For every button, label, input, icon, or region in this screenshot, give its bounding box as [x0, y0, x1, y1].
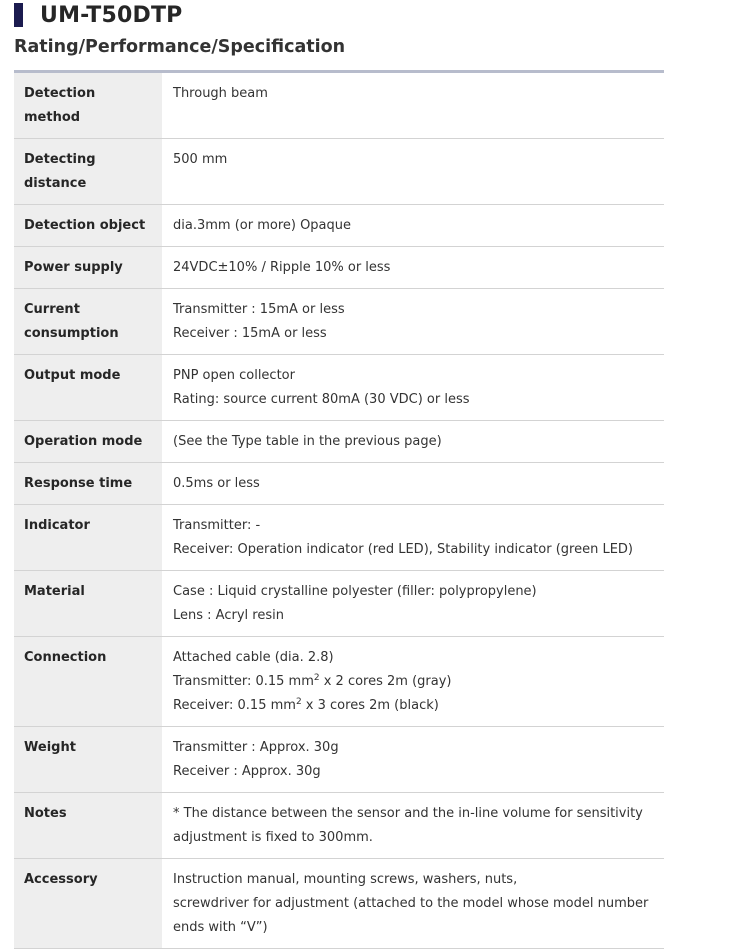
spec-value-line: screwdriver for adjustment (attached to the model whose model number ends with “V”)	[173, 896, 649, 935]
spec-value-line: Transmitter : 15mA or less	[173, 302, 345, 317]
spec-value-line: Instruction manual, mounting screws, washers, nuts,	[173, 872, 518, 887]
table-row	[14, 139, 664, 205]
spec-table	[14, 70, 664, 949]
spec-value-line: (See the Type table in the previous page)	[173, 434, 442, 449]
table-row	[14, 289, 664, 355]
spec-value-text: x 2 cores 2m (gray)	[319, 674, 452, 689]
spec-value	[162, 72, 664, 139]
spec-value	[162, 463, 664, 505]
spec-value-text: Transmitter: 0.15 mm	[173, 674, 314, 689]
spec-label: Material	[14, 571, 162, 637]
page-title: UM-T50DTP	[40, 2, 183, 28]
spec-label: Current consumption	[14, 289, 162, 355]
spec-value	[162, 637, 664, 727]
spec-label: Detecting distance	[14, 139, 162, 205]
spec-value	[162, 139, 664, 205]
spec-value	[162, 421, 664, 463]
spec-label: Operation mode	[14, 421, 162, 463]
spec-value	[162, 355, 664, 421]
spec-value	[162, 571, 664, 637]
spec-label: Detection method	[14, 72, 162, 139]
spec-value	[162, 727, 664, 793]
spec-value	[162, 205, 664, 247]
spec-value-line: Receiver : 15mA or less	[173, 326, 327, 341]
title-accent-bar	[14, 3, 23, 27]
spec-value-line: dia.3mm (or more) Opaque	[173, 218, 352, 233]
spec-value-line	[173, 670, 654, 694]
spec-label: Indicator	[14, 505, 162, 571]
spec-value-line: 24VDC±10% / Ripple 10% or less	[173, 260, 391, 275]
spec-value	[162, 793, 664, 859]
table-row	[14, 859, 664, 949]
spec-value-line: Through beam	[173, 86, 268, 101]
spec-value-line: Case : Liquid crystalline polyester (filler: polypropylene)	[173, 584, 537, 599]
spec-label: Output mode	[14, 355, 162, 421]
spec-label: Notes	[14, 793, 162, 859]
superscript: 2	[313, 673, 320, 683]
table-row	[14, 463, 664, 505]
spec-value-line: PNP open collector	[173, 368, 295, 383]
spec-value-line: 0.5ms or less	[173, 476, 260, 491]
spec-value-text: Receiver: 0.15 mm	[173, 698, 296, 713]
spec-value-line: Lens : Acryl resin	[173, 608, 284, 623]
table-row	[14, 727, 664, 793]
spec-value	[162, 859, 664, 949]
spec-value	[162, 505, 664, 571]
spec-label: Power supply	[14, 247, 162, 289]
table-row	[14, 205, 664, 247]
table-row	[14, 247, 664, 289]
table-row	[14, 571, 664, 637]
spec-label: Accessory	[14, 859, 162, 949]
spec-label: Weight	[14, 727, 162, 793]
table-row	[14, 505, 664, 571]
spec-value-line: Receiver : Approx. 30g	[173, 764, 321, 779]
spec-value	[162, 247, 664, 289]
spec-value-line: Attached cable (dia. 2.8)	[173, 650, 334, 665]
section-subtitle: Rating/Performance/Specification	[14, 37, 346, 57]
spec-label: Connection	[14, 637, 162, 727]
spec-value-line: Receiver: Operation indicator (red LED), Stability indicator (green LED)	[173, 542, 633, 557]
spec-value-text: x 3 cores 2m (black)	[301, 698, 439, 713]
spec-value-line: Transmitter: -	[173, 518, 261, 533]
spec-label: Detection object	[14, 205, 162, 247]
table-row	[14, 72, 664, 139]
spec-value	[162, 289, 664, 355]
spec-value-line: Rating: source current 80mA (30 VDC) or less	[173, 392, 470, 407]
spec-value-line: * The distance between the sensor and the in-line volume for sensitivity adjustment is fixed to 300mm.	[173, 806, 643, 845]
table-row	[14, 421, 664, 463]
table-row	[14, 637, 664, 727]
table-row	[14, 355, 664, 421]
title-block	[14, 3, 182, 27]
table-row	[14, 793, 664, 859]
spec-value-line: 500 mm	[173, 152, 228, 167]
superscript: 2	[295, 697, 302, 707]
spec-value-line	[173, 694, 654, 718]
spec-value-line: Transmitter : Approx. 30g	[173, 740, 339, 755]
spec-label: Response time	[14, 463, 162, 505]
